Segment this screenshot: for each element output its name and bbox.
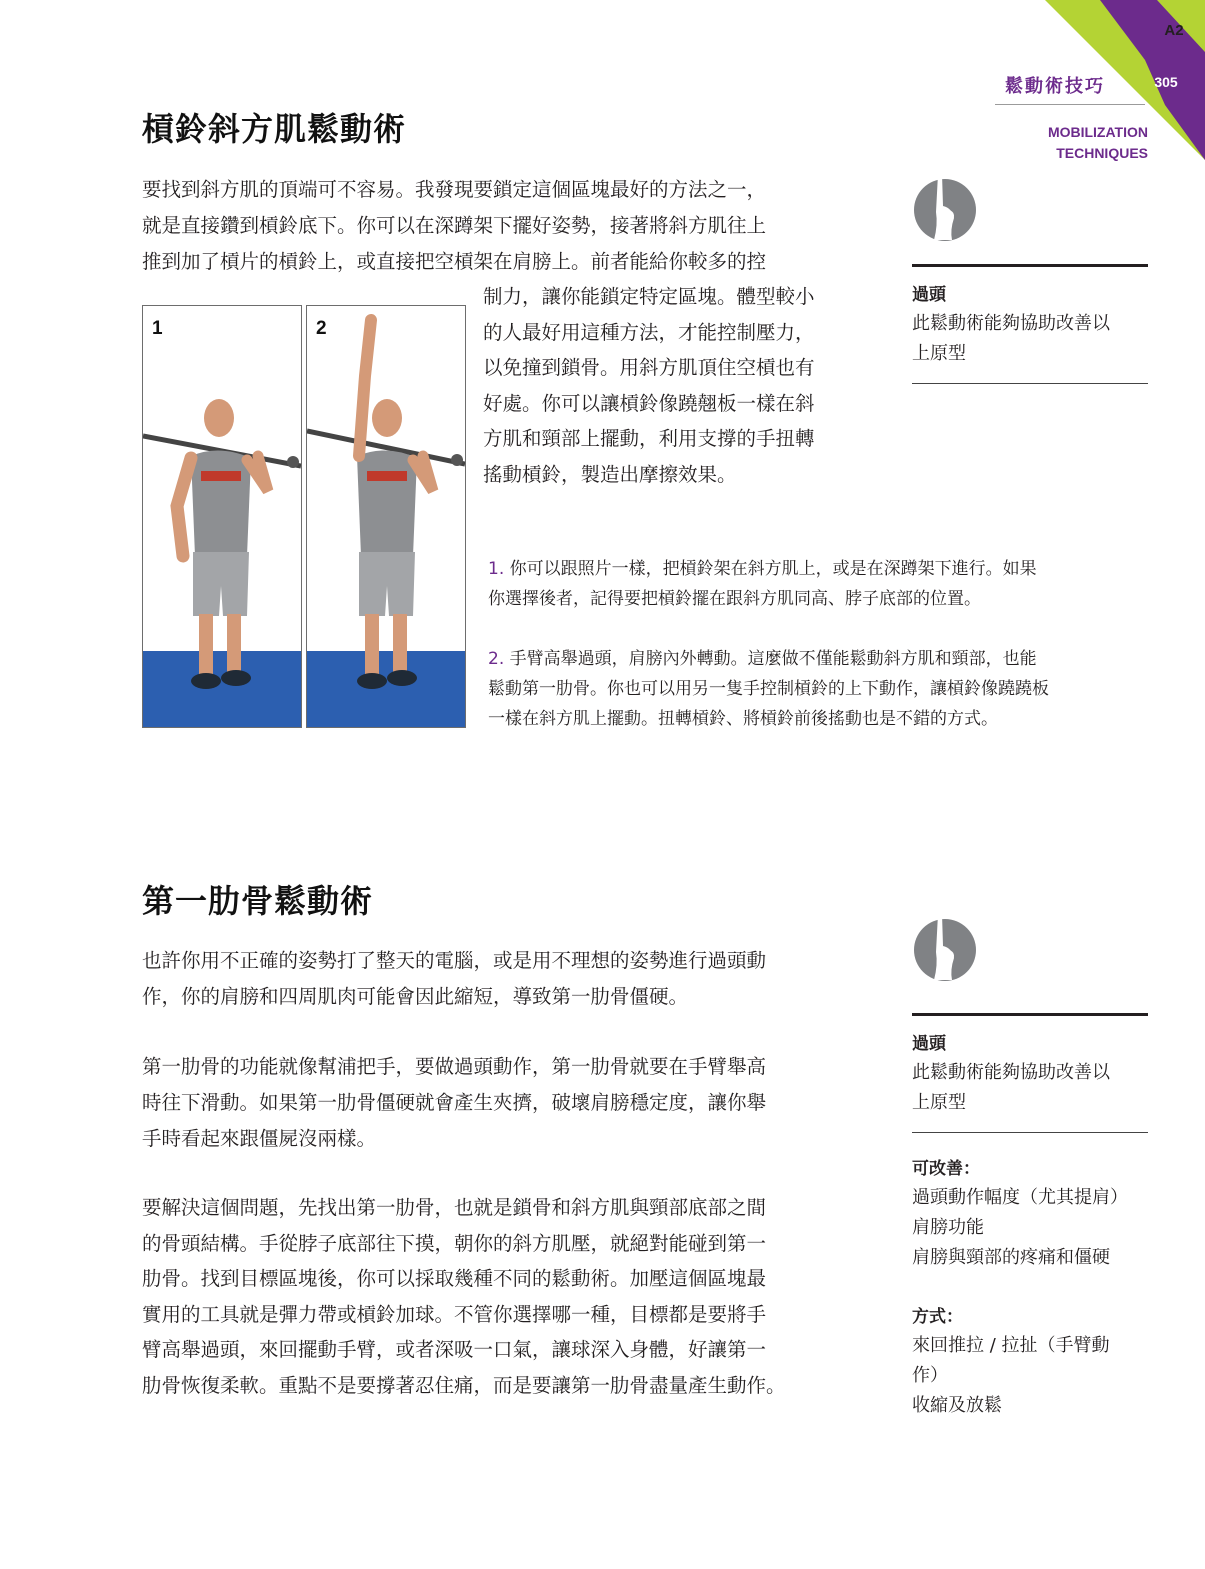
photo-2-label: 2: [316, 318, 327, 339]
sidebar-text-line: 此鬆動術能夠協助改善以: [912, 313, 1110, 334]
intro-line: 就是直接鑽到槓鈴底下。你可以在深蹲架下擺好姿勢，接著將斜方肌往上: [142, 214, 767, 237]
section1-wrap-text: [483, 279, 883, 492]
sidebar-text-line: 上原型: [912, 1092, 966, 1113]
paragraph-line: 時往下滑動。如果第一肋骨僵硬就會產生夾擠，破壞肩膀穩定度，讓你舉: [142, 1091, 767, 1114]
caption-2-number: 2.: [488, 649, 505, 669]
caption-2-line: 2. 手臂高舉過頭，肩膀內外轉動。這麼做不僅能鬆動斜方肌和頸部，也能: [488, 649, 1037, 669]
sidebar-divider: [912, 383, 1148, 384]
paragraph-line: 臂高舉過頭，來回擺動手臂，或者深吸一口氣，讓球深入身體，好讓第一: [142, 1338, 767, 1361]
wrap-line: 好處。你可以讓槓鈴像蹺翹板一樣在斜: [483, 391, 815, 415]
exercise-photo-2: [306, 305, 466, 728]
caption-1-number: 1.: [488, 559, 505, 579]
caption-2-line: 鬆動第一肋骨。你也可以用另一隻手控制槓鈴的上下動作，讓槓鈴像蹺蹺板: [488, 679, 1049, 699]
paragraph-line: 的骨頭結構。手從脖子底部往下摸，朝你的斜方肌壓，就絕對能碰到第一: [142, 1231, 767, 1255]
photo-1-label: 1: [152, 318, 163, 339]
method-item: 作）: [912, 1365, 948, 1386]
caption-1-line: 你選擇後者，記得要把槓鈴擺在跟斜方肌同高、脖子底部的位置。: [488, 589, 981, 609]
caption-2-line: 一樣在斜方肌上擺動。扭轉槓鈴、將槓鈴前後搖動也是不錯的方式。: [488, 709, 998, 729]
wrap-line: 以免撞到鎖骨。用斜方肌頂住空槓也有: [483, 356, 815, 379]
intro-line: 推到加了槓片的槓鈴上，或直接把空槓架在肩膀上。前者能給你較多的控: [142, 250, 767, 273]
sidebar-divider: [912, 1132, 1148, 1133]
sidebar-2: [912, 1013, 1148, 1421]
section2-paragraph-1: [142, 943, 882, 1015]
wrap-line: 搖動槓鈴，製造出摩擦效果。: [483, 462, 737, 486]
intro-line: 要找到斜方肌的頂端可不容易。我發現要鎖定這個區塊最好的方法之一，: [142, 178, 767, 201]
wrap-line: 方肌和頸部上擺動，利用支撐的手扭轉: [483, 427, 815, 450]
wrap-line: 制力，讓你能鎖定特定區塊。體型較小: [483, 285, 815, 308]
sidebar-heading: 過頭: [912, 285, 946, 305]
caption-2: [488, 644, 1153, 734]
section1-title: 槓鈴斜方肌鬆動術: [142, 110, 407, 148]
sidebar-1: [912, 264, 1148, 384]
exercise-photo-1: [142, 305, 302, 728]
wrap-line: 的人最好用這種方法，才能控制壓力，: [483, 320, 815, 344]
chapter-divider: [995, 104, 1145, 105]
sidebar-text-line: 上原型: [912, 343, 966, 364]
page-number: 305: [1154, 74, 1178, 90]
method-item: 收縮及放鬆: [912, 1395, 1002, 1416]
athlete-bar-on-trap-illustration: [143, 306, 301, 727]
overhead-archetype-icon: [912, 170, 980, 242]
improve-heading: 可改善：: [912, 1159, 980, 1179]
chapter-title-en: [990, 122, 1148, 164]
section2-title: 第一肋骨鬆動術: [142, 882, 374, 920]
section-code: A2: [1164, 22, 1184, 39]
overhead-archetype-icon: [912, 910, 980, 982]
chapter-title-en-line2: TECHNIQUES: [1056, 145, 1148, 161]
paragraph-line: 實用的工具就是彈力帶或槓鈴加球。不管你選擇哪一種，目標都是要將手: [142, 1302, 767, 1326]
chapter-title-en-line1: MOBILIZATION: [1047, 124, 1148, 140]
paragraph-line: 手時看起來跟僵屍沒兩樣。: [142, 1127, 377, 1150]
sidebar-heading: 過頭: [912, 1034, 946, 1054]
caption-1-line: 1. 你可以跟照片一樣，把槓鈴架在斜方肌上，或是在深蹲架下進行。如果: [488, 559, 1037, 579]
paragraph-line: 第一肋骨的功能就像幫浦把手，要做過頭動作，第一肋骨就要在手臂舉高: [142, 1055, 767, 1078]
sidebar-rule: [912, 1013, 1148, 1016]
paragraph-line: 作，你的肩膀和四周肌肉可能會因此縮短，導致第一肋骨僵硬。: [142, 985, 689, 1008]
chapter-title-zh: 鬆動術技巧: [1005, 76, 1105, 97]
caption-1: [488, 554, 1153, 614]
improve-item: 肩膀與頸部的疼痛和僵硬: [912, 1247, 1110, 1268]
method-heading: 方式：: [912, 1307, 963, 1327]
section2-paragraph-3: [142, 1190, 882, 1403]
sidebar-text-line: 此鬆動術能夠協助改善以: [912, 1062, 1110, 1083]
method-item: 來回推拉 / 拉扯（手臂動: [912, 1335, 1110, 1356]
paragraph-line: 也許你用不正確的姿勢打了整天的電腦，或是用不理想的姿勢進行過頭動: [142, 949, 767, 972]
paragraph-line: 要解決這個問題，先找出第一肋骨，也就是鎖骨和斜方肌與頸部底部之間: [142, 1196, 767, 1219]
athlete-arm-overhead-illustration: [307, 306, 465, 727]
paragraph-line: 肋骨恢復柔軟。重點不是要撐著忍住痛，而是要讓第一肋骨盡量產生動作。: [142, 1373, 786, 1397]
section2-paragraph-2: [142, 1049, 882, 1157]
improve-item: 肩膀功能: [912, 1217, 984, 1238]
sidebar-rule: [912, 264, 1148, 267]
improve-item: 過頭動作幅度（尤其提肩）: [912, 1187, 1128, 1208]
paragraph-line: 肋骨。找到目標區塊後，你可以採取幾種不同的鬆動術。加壓這個區塊最: [142, 1267, 767, 1290]
section1-intro: [142, 172, 882, 280]
